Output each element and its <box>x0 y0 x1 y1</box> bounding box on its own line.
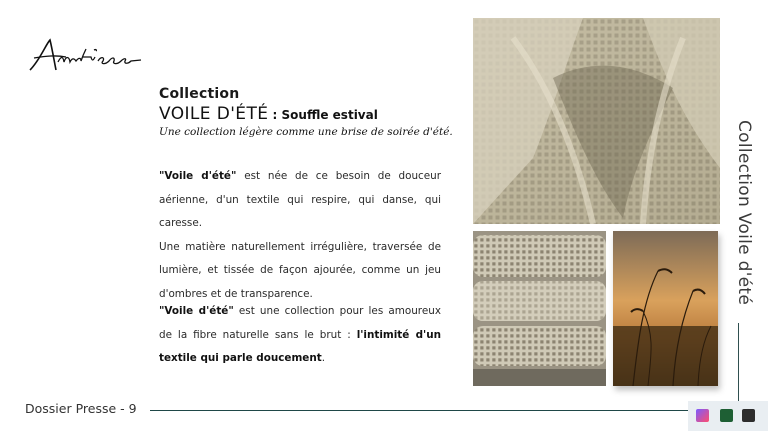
brand-logo <box>26 36 156 76</box>
p2-bold-phrase: l'intimité d'un textile qui parle doucement <box>159 328 441 364</box>
collection-title <box>159 104 441 124</box>
p1-text-1: est née de ce besoin de douceur aérienne, d'un textile qui respire, qui danse, qui caresse. <box>159 170 441 229</box>
description-paragraph-1 <box>159 165 441 306</box>
title-sep: : <box>268 108 282 122</box>
p1-text-2: Une matière naturellement irrégulière, traversée de lumière, et tissée de façon ajourée, comme un jeu d'ombres et de transparence. <box>159 240 441 300</box>
collection-tagline: Une collection légère comme une brise de soirée d'été. <box>159 126 453 138</box>
p2-text-end: . <box>321 352 326 364</box>
side-collection-title: Collection Voile d'été <box>734 120 754 306</box>
title-subtitle: Souffle estival <box>281 108 378 122</box>
collection-kicker: Collection <box>159 86 240 102</box>
linen-scarf-photo <box>473 18 720 224</box>
app-tray-icon-3[interactable] <box>742 409 755 422</box>
system-tray <box>688 401 768 431</box>
p2-text-1: est une collection pour les amoureux de la fibre naturelle sans le brut : <box>159 305 441 341</box>
p1-bold-name: "Voile d'été" <box>159 170 237 182</box>
footer-divider <box>150 410 690 411</box>
app-tray-icon-2[interactable] <box>720 409 733 422</box>
app-tray-icon[interactable] <box>696 409 709 422</box>
sunset-grass-photo <box>613 231 718 386</box>
title-main: VOILE D'ÉTÉ <box>159 104 269 124</box>
collection-header <box>159 86 453 138</box>
p2-bold-name: "Voile d'été" <box>159 305 234 317</box>
footer-label: Dossier Presse - 9 <box>25 401 137 416</box>
description-paragraph-2 <box>159 300 441 371</box>
folded-textiles-photo <box>473 231 606 386</box>
ametisse-signature <box>26 36 156 76</box>
side-divider <box>738 323 739 401</box>
